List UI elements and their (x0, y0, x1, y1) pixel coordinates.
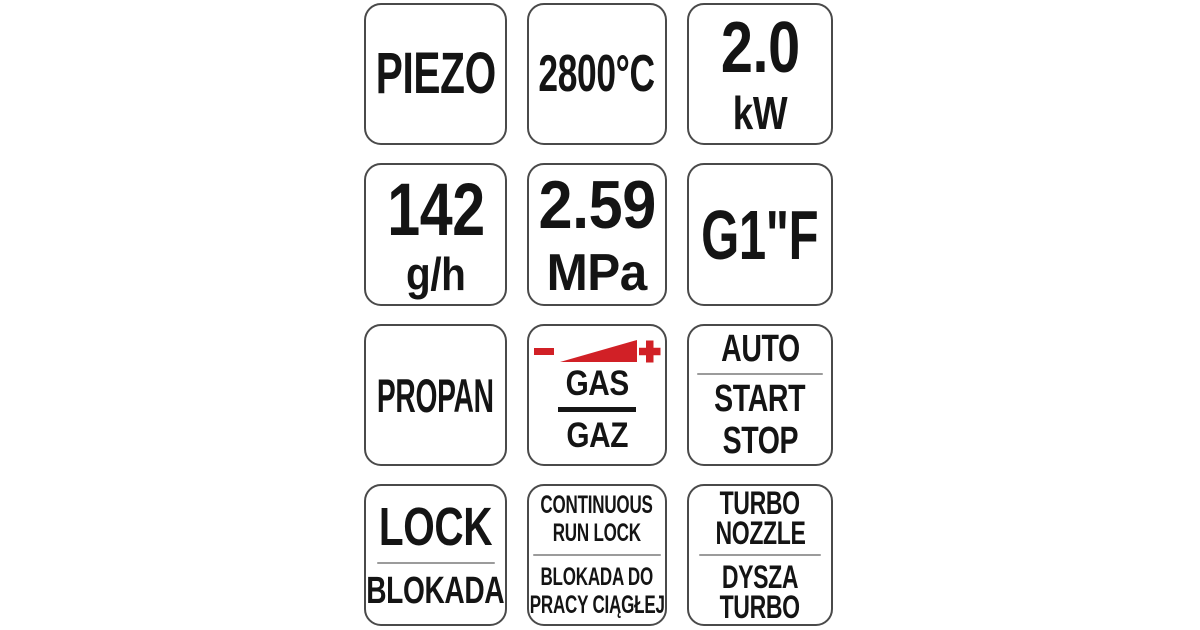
gas-label-en: GAS (565, 364, 629, 403)
turbo-label-pl-2: TURBO (719, 589, 801, 625)
lock-label-en: LOCK (378, 497, 493, 557)
flow-ramp-icon (560, 340, 637, 362)
badge-piezo-ignition (364, 3, 507, 145)
turbo-label-en-1: TURBO (719, 485, 801, 521)
gas-flow-adjustment-icon (533, 338, 661, 365)
lock-divider (377, 562, 495, 564)
continuous-label-pl-2: PRACY CIĄGŁEJ (529, 591, 665, 619)
continuous-divider (533, 554, 661, 556)
badge-lock (364, 484, 507, 626)
feature-badge-grid (364, 3, 833, 626)
consumption-unit: g/h (405, 247, 466, 300)
stop-label: STOP (722, 420, 798, 462)
auto-divider (697, 373, 823, 375)
fuel-label: PROPAN (377, 368, 494, 422)
badge-gas-regulation (527, 324, 667, 466)
consumption-value: 142 (386, 167, 485, 251)
auto-label: AUTO (720, 328, 800, 370)
lock-label-pl: BLOKADA (366, 570, 505, 612)
turbo-divider (699, 554, 821, 556)
plus-icon (639, 341, 661, 363)
gas-divider (558, 407, 636, 412)
start-label: START (714, 378, 806, 420)
continuous-label-en-2: RUN LOCK (552, 519, 642, 547)
turbo-label-pl-1: DYSZA (721, 559, 799, 595)
badge-turbo-nozzle (687, 484, 833, 626)
pressure-value: 2.59 (538, 166, 656, 243)
power-value: 2.0 (720, 8, 800, 88)
badge-pressure (527, 163, 667, 306)
continuous-label-pl-1: BLOKADA DO (540, 563, 654, 591)
temperature-value: 2800°C (538, 45, 656, 103)
minus-icon (534, 348, 554, 355)
gas-label-pl: GAZ (566, 416, 628, 455)
badge-fuel-type (364, 324, 507, 466)
badge-power (687, 3, 833, 145)
badge-thread-size (687, 163, 833, 306)
power-unit: kW (732, 87, 788, 139)
turbo-label-en-2: NOZZLE (714, 515, 805, 551)
badge-gas-consumption (364, 163, 507, 306)
pressure-unit: MPa (546, 243, 648, 302)
badge-auto-start-stop (687, 324, 833, 466)
thread-value: G1"F (701, 195, 819, 274)
badge-continuous-run-lock (527, 484, 667, 626)
piezo-label: PIEZO (375, 41, 496, 106)
continuous-label-en-1: CONTINUOUS (540, 491, 654, 519)
badge-flame-temperature (527, 3, 667, 145)
